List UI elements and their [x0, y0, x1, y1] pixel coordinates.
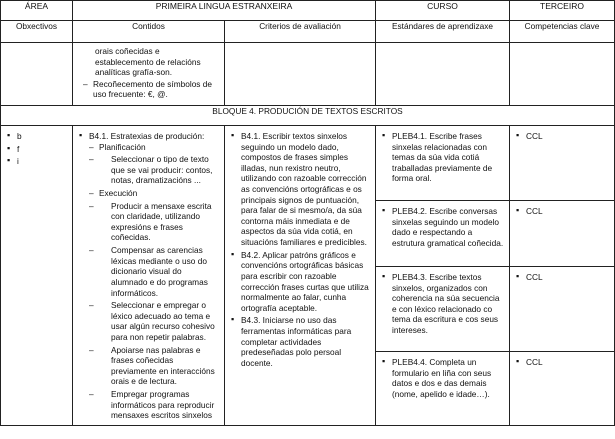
continuation-row — [1, 43, 615, 106]
execution-item-text: Empregar programas informáticos para reproducir mensaxes escritos sinxelos — [111, 389, 215, 421]
continuation-contents — [73, 43, 225, 106]
criteria-list — [225, 126, 375, 372]
standard-block — [376, 267, 509, 352]
competences-cell — [510, 126, 615, 426]
planning-label: – Planificación — [89, 142, 220, 153]
continuation-line: orais coñecidas e — [95, 46, 160, 56]
continuation-criteria — [225, 43, 376, 106]
planning-item — [77, 154, 220, 186]
contents-heading: ▪ B4.1. Estratexias de produción: — [77, 131, 220, 142]
col-contents: Contidos — [73, 21, 225, 43]
planning-item-text: Seleccionar o tipo de texto que se vai producir: contos, notas, dramatizacións ... — [111, 154, 213, 186]
objective-item: ▪ b — [5, 131, 68, 142]
continuation-line: analíticas grafía-son. — [95, 67, 173, 78]
competence-block — [510, 352, 614, 372]
area-label: ÁREA — [1, 1, 73, 21]
criteria-cell — [225, 126, 376, 426]
execution-item — [77, 201, 220, 243]
contents-cell — [73, 126, 225, 426]
execution-item-text: Seleccionar e empregar o léxico adecuado ao tema e usar algún recurso cohesivo para non repetir palabras. — [111, 300, 215, 342]
standard-item: ▪ PLEB4.1. Escribe frases sinxelas relacionadas con temas da súa vida cotiá traballadas previamente de forma oral. — [380, 131, 505, 184]
execution-item-text: Apoiarse nas palabras e frases coñecidas previamente en interaccións orais e de lectura. — [111, 344, 215, 387]
course-value: TERCEIRO — [510, 1, 615, 21]
execution-list — [77, 201, 220, 421]
execution-item — [77, 345, 220, 387]
planning-list — [77, 154, 220, 186]
execution-item — [77, 389, 220, 421]
continuation-objectives — [1, 43, 73, 106]
standard-item: ▪ PLEB4.4. Completa un formulario en liña con seus datos e dos e das demais (nome, apelido e idade…). — [380, 357, 505, 399]
col-objectives: Obxectivos — [1, 21, 73, 43]
execution-item — [77, 300, 220, 342]
continuation-competences — [510, 43, 615, 106]
continuation-line: establecemento de relacións — [95, 56, 201, 67]
col-criteria: Criterios de avaliación — [225, 21, 376, 43]
continuation-item: – Recoñecemento de símbolos de uso frecuente: €, @. — [83, 79, 220, 100]
objective-item: ▪ i — [5, 156, 68, 167]
execution-label: – Execución — [89, 188, 220, 199]
competence-item: ▪ CCL — [514, 206, 610, 217]
standard-block — [376, 126, 509, 201]
bloque-row — [1, 106, 615, 126]
criterion-item: ▪ B4.2. Aplicar patróns gráficos e convencións ortográficas básicas para escribir con razoable corrección frases curtas que utiliza normalmente ao falar, cunha ortografía aceptable. — [229, 250, 371, 314]
criterion-item: ▪ B4.3. Iniciarse no uso das ferramentas informáticas para completar actividades predeseñadas polo persoal docente. — [229, 315, 371, 368]
subject-title: PRIMEIRA LINGUA ESTRANXEIRA — [73, 1, 376, 21]
competence-item: ▪ CCL — [514, 131, 610, 142]
objective-item: ▪ f — [5, 144, 68, 155]
competence-item: ▪ CCL — [514, 357, 610, 368]
competence-block — [510, 201, 614, 267]
objectives-list — [1, 126, 72, 171]
competence-item: ▪ CCL — [514, 272, 610, 283]
criterion-item: ▪ B4.1. Escribir textos sinxelos seguindo un modelo dado, compostos de frases simples illadas, nun rexistro neutro, utilizando con razoable corrección as convencións ortográficas e os principais signos de puntuación, para falar de si mesmo/a, da súa contorna máis inmediata e de aspectos da súa vida cotiá, en situacións familiares e predicibles. — [229, 131, 371, 248]
execution-item — [77, 245, 220, 298]
objectives-cell — [1, 126, 73, 426]
col-standards: Estándares de aprendizaxe — [376, 21, 510, 43]
column-header-row — [1, 21, 615, 43]
standards-cell — [376, 126, 510, 426]
continuation-standards — [376, 43, 510, 106]
standard-item: ▪ PLEB4.3. Escribe textos sinxelos, organizados con coherencia na súa secuencia e con léxico relacionado co tema da escritura e cos seus intereses. — [380, 272, 505, 336]
bloque-title: BLOQUE 4. PRODUCIÓN DE TEXTOS ESCRITOS — [1, 106, 615, 126]
standard-block — [376, 352, 509, 403]
standard-block — [376, 201, 509, 267]
execution-item-text: Producir a mensaxe escrita con claridade, utilizando expresións e frases coñecidas. — [111, 200, 212, 243]
course-label: CURSO — [376, 1, 510, 21]
competence-block — [510, 126, 614, 201]
competence-block — [510, 267, 614, 352]
content-row — [1, 126, 615, 426]
col-competences: Competencias clave — [510, 21, 615, 43]
header-row — [1, 1, 615, 21]
execution-item-text: Compensar as carencias léxicas mediante o uso do dicionario visual do alumnado e do programas informáticos. — [111, 245, 208, 298]
standard-item: ▪ PLEB4.2. Escribe conversas sinxelas seguindo un modelo dado e respectando a estrutura gramatical coñecida. — [380, 206, 505, 248]
